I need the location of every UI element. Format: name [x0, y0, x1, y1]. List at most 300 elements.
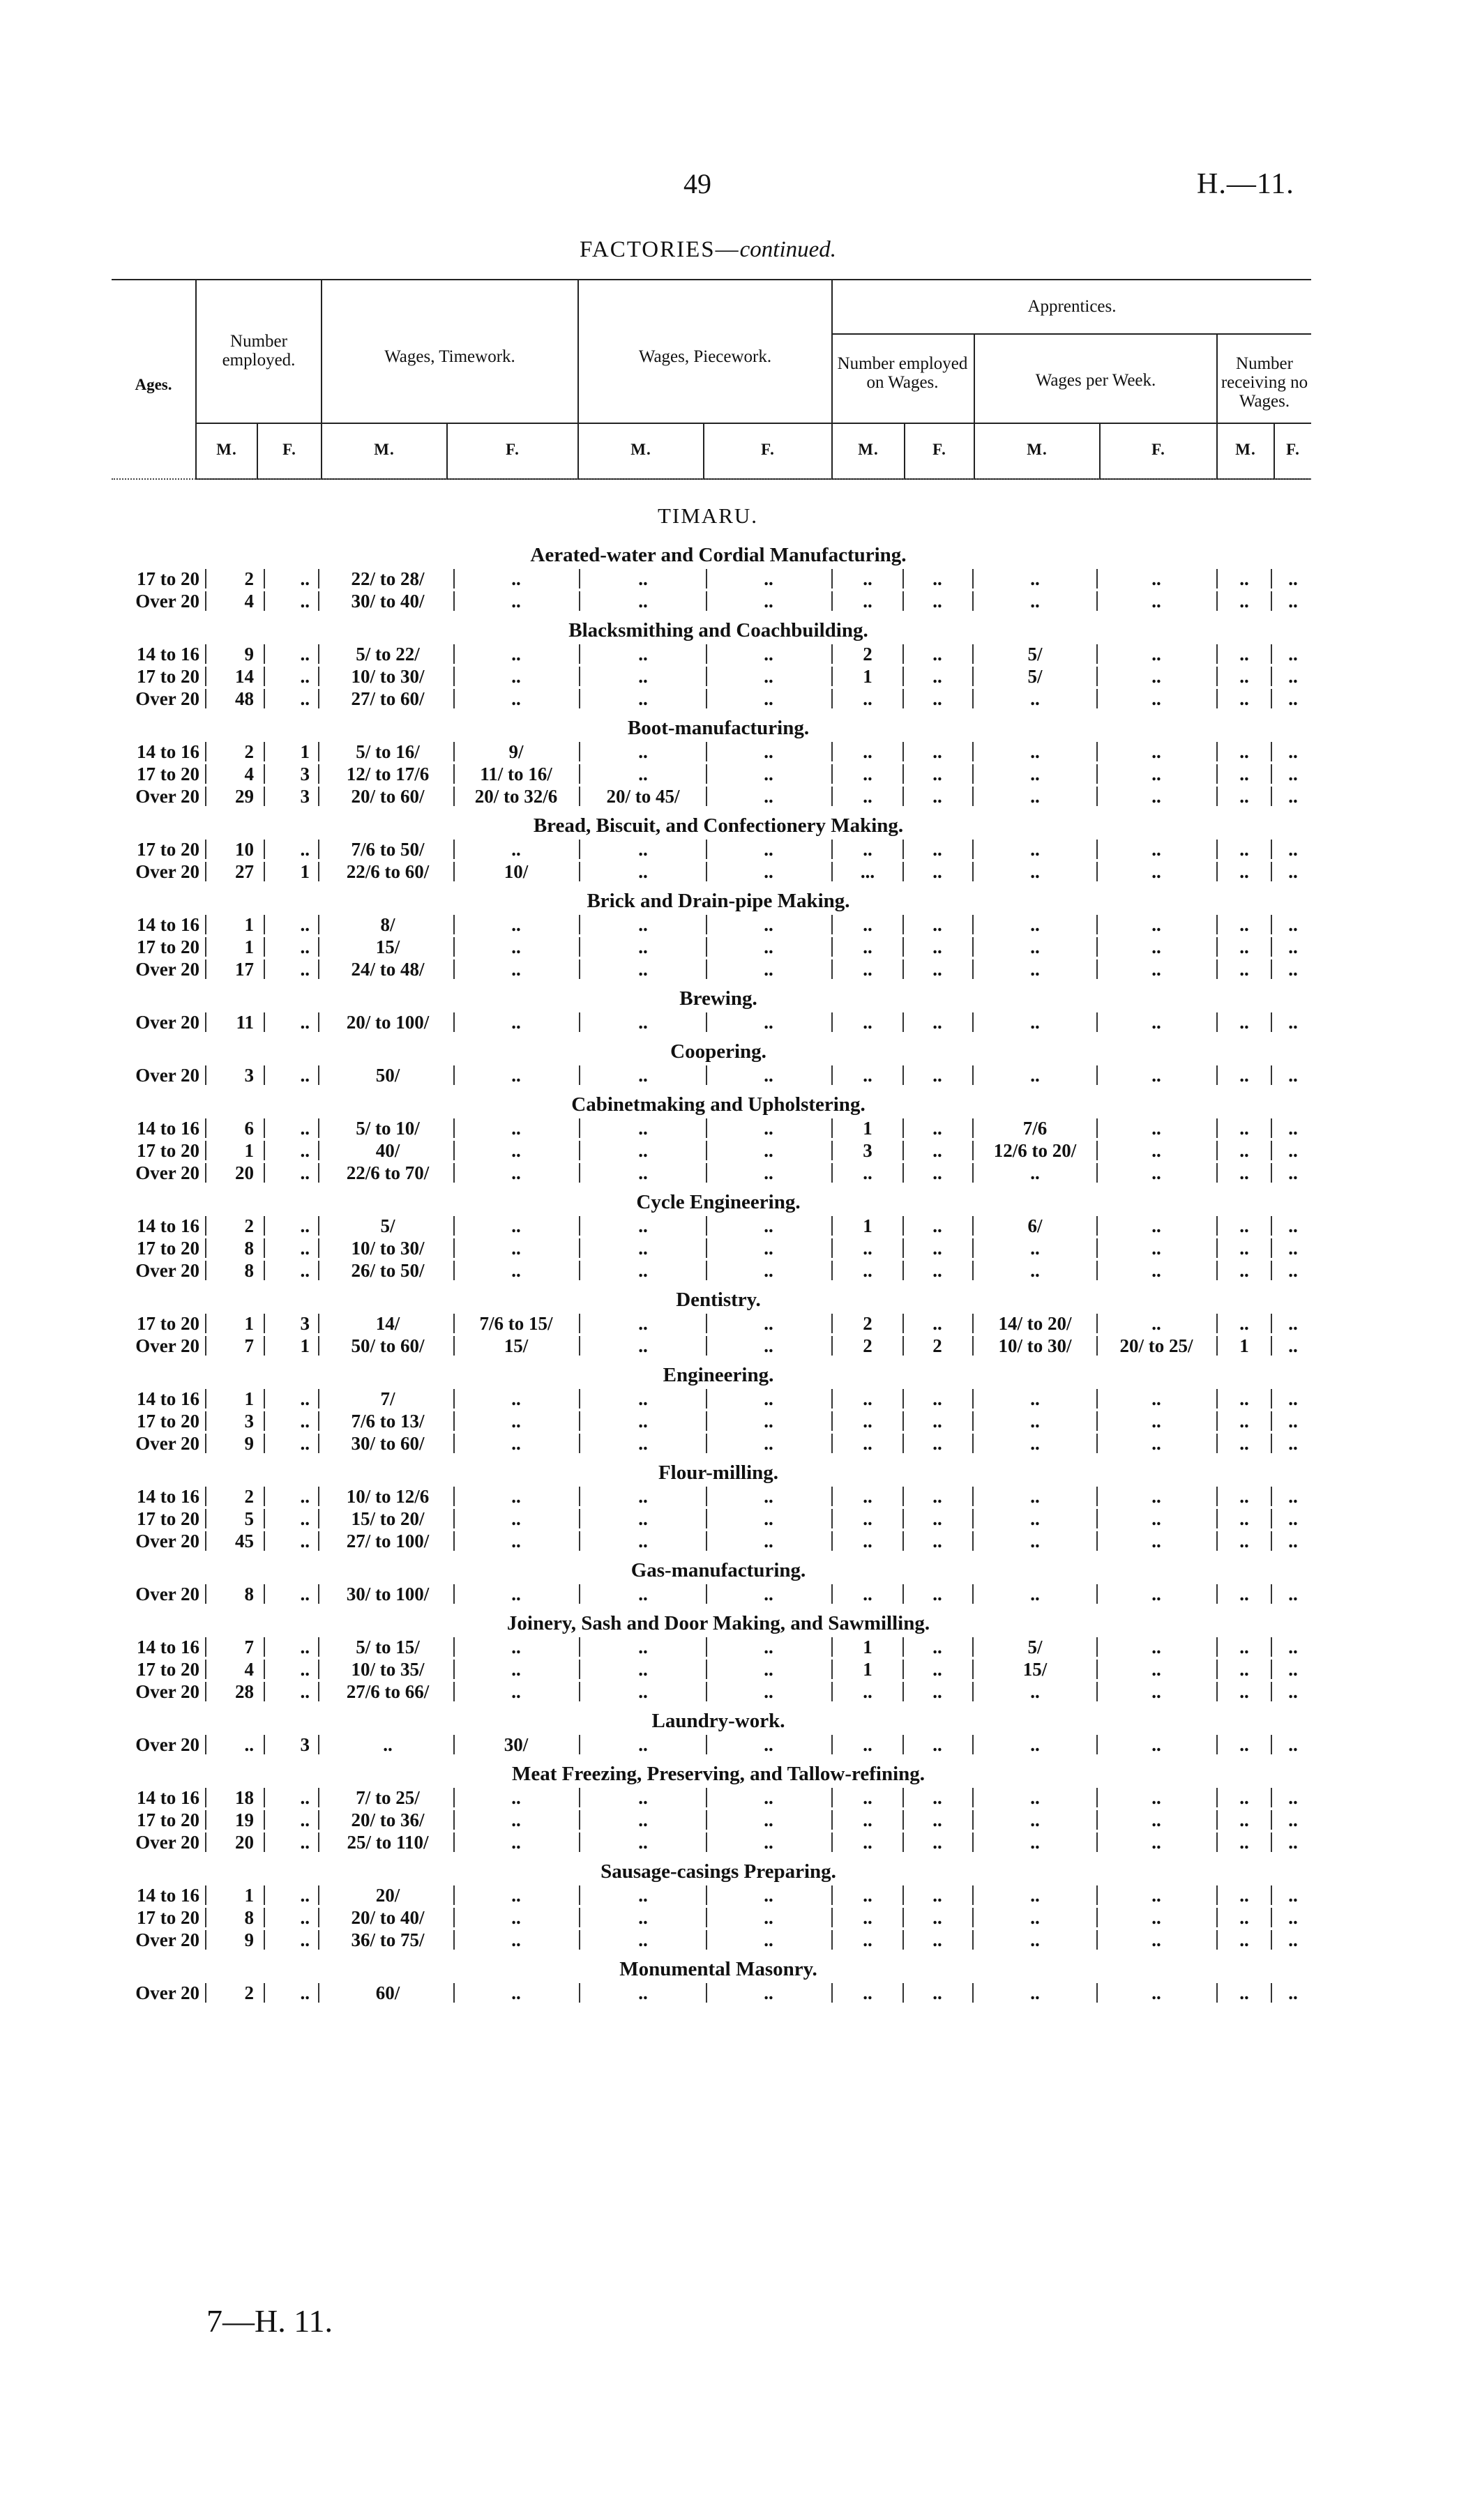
- column-rule: [264, 1788, 265, 1807]
- cell-app-number-m: ..: [863, 1531, 872, 1551]
- cell-app-number-m: 2: [863, 1335, 872, 1356]
- cell-number-m: 2: [244, 1486, 254, 1507]
- header-mid-rule: [195, 423, 1311, 424]
- cell-wages-time-f: ..: [511, 1885, 521, 1906]
- cell-number-f: ..: [300, 591, 310, 612]
- cell-no-wages-f: ..: [1288, 688, 1298, 709]
- column-rule: [318, 1065, 319, 1085]
- column-rule: [205, 1389, 206, 1409]
- table-row: [0, 1809, 1466, 1831]
- cell-app-wages-f: ..: [1151, 1929, 1161, 1950]
- cell-wages-piece-f: ..: [764, 1637, 773, 1657]
- column-rule: [264, 742, 265, 761]
- column-rule: [264, 862, 265, 881]
- cell-wages-time-m: 50/ to 60/: [351, 1335, 425, 1356]
- cell-no-wages-f: ..: [1288, 1433, 1298, 1454]
- cell-app-wages-f: ..: [1151, 1215, 1161, 1236]
- cell-no-wages-f: ..: [1288, 1907, 1298, 1928]
- column-rule: [264, 1735, 265, 1754]
- cell-app-number-f: ..: [932, 1531, 942, 1551]
- table-row: [0, 1884, 1466, 1906]
- column-rule: [264, 1434, 265, 1453]
- cell-no-wages-m: ..: [1239, 1809, 1249, 1830]
- column-rule: [205, 1411, 206, 1431]
- cell-wages-piece-f: ..: [764, 688, 773, 709]
- cell-wages-piece-m: ..: [638, 1260, 648, 1281]
- table-row: [0, 1388, 1466, 1410]
- cell-app-wages-f: ..: [1151, 1260, 1161, 1281]
- table-header: [112, 279, 1311, 481]
- cell-no-wages-m: ..: [1239, 914, 1249, 935]
- cell-wages-piece-f: ..: [764, 914, 773, 935]
- column-rule: [264, 959, 265, 979]
- cell-number-m: 27: [235, 861, 254, 882]
- cell-app-number-m: ..: [863, 1508, 872, 1529]
- cell-number-m: 6: [244, 1118, 254, 1139]
- column-rule: [205, 1238, 206, 1258]
- cell-number-f: ..: [300, 688, 310, 709]
- industry-section: [0, 1957, 1466, 2004]
- cell-wages-piece-m: ..: [638, 936, 648, 957]
- sub-f: F.: [506, 441, 520, 458]
- header-app-no-wages: Number receiving no Wages.: [1221, 354, 1308, 411]
- cell-wages-piece-m: ..: [638, 861, 648, 882]
- column-rule: [318, 1389, 319, 1409]
- cell-number-m: 29: [235, 786, 254, 807]
- column-rule: [205, 644, 206, 664]
- cell-app-wages-m: ..: [1030, 1907, 1040, 1928]
- cell-no-wages-m: ..: [1239, 786, 1249, 807]
- cell-app-number-m: ..: [863, 1929, 872, 1950]
- cell-age: 17 to 20: [137, 568, 199, 589]
- cell-app-wages-m: ..: [1030, 1584, 1040, 1604]
- cell-wages-piece-f: ..: [764, 764, 773, 784]
- cell-wages-time-f: ..: [511, 959, 521, 980]
- cell-wages-time-m: 20/ to 40/: [351, 1907, 425, 1928]
- column-rule: [318, 787, 319, 806]
- cell-no-wages-f: ..: [1288, 591, 1298, 612]
- column-rule: [264, 1487, 265, 1506]
- cell-no-wages-m: ..: [1239, 1681, 1249, 1702]
- header-dotted-rule: [112, 478, 1311, 480]
- cell-wages-time-f: ..: [511, 1681, 521, 1702]
- industry-title: Monumental Masonry.: [619, 1958, 817, 1980]
- cell-age: 17 to 20: [137, 839, 199, 860]
- cell-app-wages-f: ..: [1151, 1065, 1161, 1086]
- header-app-number-employed: Number employed on Wages.: [837, 354, 968, 392]
- table-row: [0, 568, 1466, 590]
- table-row: [0, 1929, 1466, 1951]
- title-main: FACTORIES—: [579, 237, 740, 262]
- column-rule: [205, 915, 206, 934]
- cell-number-f: ..: [300, 936, 310, 957]
- cell-no-wages-f: ..: [1288, 1238, 1298, 1259]
- cell-app-wages-m: ..: [1030, 764, 1040, 784]
- cell-app-wages-m: ..: [1030, 1388, 1040, 1409]
- column-rule: [205, 1885, 206, 1905]
- industry-title: Dentistry.: [676, 1289, 761, 1311]
- cell-wages-time-m: 8/: [380, 914, 395, 935]
- cell-app-wages-m: ..: [1030, 786, 1040, 807]
- industry-title: Sausage-casings Preparing.: [600, 1860, 836, 1883]
- column-rule: [264, 1810, 265, 1830]
- cell-app-number-m: ..: [863, 741, 872, 762]
- cell-wages-piece-m: ..: [638, 591, 648, 612]
- cell-wages-piece-f: ..: [764, 1012, 773, 1033]
- cell-app-number-f: ..: [932, 1215, 942, 1236]
- cell-no-wages-f: ..: [1288, 1982, 1298, 2003]
- cell-app-number-m: 1: [863, 1637, 872, 1657]
- column-rule: [264, 667, 265, 686]
- cell-age: Over 20: [135, 1260, 199, 1281]
- cell-app-number-m: ..: [863, 1433, 872, 1454]
- column-rule: [318, 1930, 319, 1950]
- column-rule: [205, 1637, 206, 1657]
- column-rule: [205, 1660, 206, 1679]
- cell-app-wages-m: 15/: [1022, 1659, 1048, 1680]
- cell-app-wages-f: ..: [1151, 914, 1161, 935]
- cell-no-wages-f: ..: [1288, 959, 1298, 980]
- industry-title: Engineering.: [663, 1364, 774, 1386]
- cell-no-wages-f: ..: [1288, 1929, 1298, 1950]
- cell-no-wages-m: ..: [1239, 1508, 1249, 1529]
- cell-no-wages-f: ..: [1288, 1065, 1298, 1086]
- cell-wages-piece-m: ..: [638, 1215, 648, 1236]
- cell-number-m: 18: [235, 1787, 254, 1808]
- table-row: [0, 1636, 1466, 1658]
- cell-number-f: ..: [300, 1486, 310, 1507]
- cell-wages-time-m: 26/ to 50/: [351, 1260, 425, 1281]
- cell-no-wages-f: ..: [1288, 644, 1298, 665]
- column-rule: [205, 1314, 206, 1333]
- cell-number-m: 9: [244, 1433, 254, 1454]
- cell-number-f: 1: [300, 861, 310, 882]
- cell-number-m: 7: [244, 1335, 254, 1356]
- cell-age: Over 20: [135, 959, 199, 980]
- cell-wages-time-m: 5/ to 22/: [356, 644, 420, 665]
- cell-app-number-f: ..: [932, 1238, 942, 1259]
- cell-wages-piece-f: ..: [764, 1787, 773, 1808]
- cell-app-wages-m: ..: [1030, 1531, 1040, 1551]
- cell-wages-piece-f: ..: [764, 1531, 773, 1551]
- cell-app-wages-m: ..: [1030, 1681, 1040, 1702]
- cell-no-wages-f: ..: [1288, 914, 1298, 935]
- cell-age: 14 to 16: [137, 1486, 199, 1507]
- cell-wages-piece-f: ..: [764, 1681, 773, 1702]
- cell-wages-piece-f: ..: [764, 1508, 773, 1529]
- cell-wages-piece-f: ..: [764, 1260, 773, 1281]
- cell-wages-piece-f: ..: [764, 1734, 773, 1755]
- cell-app-number-m: ...: [860, 861, 875, 882]
- cell-app-number-f: ..: [932, 839, 942, 860]
- cell-no-wages-m: ..: [1239, 1140, 1249, 1161]
- table-row: [0, 1906, 1466, 1929]
- column-rule: [318, 1810, 319, 1830]
- cell-wages-piece-f: ..: [764, 1411, 773, 1432]
- cell-number-m: 5: [244, 1508, 254, 1529]
- column-rule: [264, 787, 265, 806]
- factory-sections: [0, 537, 1466, 2004]
- cell-age: Over 20: [135, 1929, 199, 1950]
- column-rule: [264, 1118, 265, 1138]
- column-rule: [205, 1788, 206, 1807]
- cell-wages-time-m: 40/: [375, 1140, 400, 1161]
- cell-no-wages-m: ..: [1239, 568, 1249, 589]
- cell-wages-piece-m: ..: [638, 741, 648, 762]
- cell-app-number-m: ..: [863, 1486, 872, 1507]
- column-rule: [264, 1885, 265, 1905]
- cell-app-wages-m: ..: [1030, 1508, 1040, 1529]
- cell-app-wages-m: ..: [1030, 1809, 1040, 1830]
- cell-wages-piece-f: ..: [764, 1215, 773, 1236]
- column-rule: [318, 1434, 319, 1453]
- cell-no-wages-f: ..: [1288, 1832, 1298, 1853]
- cell-wages-time-m: 10/ to 12/6: [346, 1486, 430, 1507]
- cell-wages-time-f: ..: [511, 1659, 521, 1680]
- cell-no-wages-f: ..: [1288, 1012, 1298, 1033]
- table-row: [0, 1237, 1466, 1259]
- cell-wages-time-m: 20/: [375, 1885, 400, 1906]
- cell-wages-time-f: ..: [511, 1508, 521, 1529]
- column-rule: [318, 862, 319, 881]
- cell-wages-time-m: 36/ to 75/: [351, 1929, 425, 1950]
- cell-wages-piece-m: ..: [638, 1012, 648, 1033]
- cell-number-m: 2: [244, 568, 254, 589]
- cell-age: 17 to 20: [137, 1907, 199, 1928]
- cell-number-f: ..: [300, 1982, 310, 2003]
- cell-app-wages-f: ..: [1151, 861, 1161, 882]
- column-rule: [264, 1682, 265, 1701]
- column-rule: [318, 764, 319, 784]
- industry-section: [0, 1190, 1466, 1282]
- cell-age: Over 20: [135, 1734, 199, 1755]
- cell-no-wages-m: ..: [1239, 1637, 1249, 1657]
- cell-no-wages-m: ..: [1239, 1787, 1249, 1808]
- cell-wages-time-m: 15/: [375, 936, 400, 957]
- cell-app-wages-m: 5/: [1027, 666, 1043, 687]
- cell-app-number-f: ..: [932, 959, 942, 980]
- cell-app-number-f: ..: [932, 1637, 942, 1657]
- cell-no-wages-f: ..: [1288, 1486, 1298, 1507]
- cell-app-wages-m: ..: [1030, 959, 1040, 980]
- table-row: [0, 1335, 1466, 1357]
- column-rule: [264, 1238, 265, 1258]
- cell-number-m: 8: [244, 1584, 254, 1604]
- cell-age: 17 to 20: [137, 1809, 199, 1830]
- column-rule: [264, 1163, 265, 1183]
- cell-app-wages-f: ..: [1151, 1885, 1161, 1906]
- cell-wages-time-f: ..: [511, 1787, 521, 1808]
- cell-wages-piece-m: ..: [638, 1584, 648, 1604]
- cell-app-number-f: ..: [932, 741, 942, 762]
- cell-number-f: ..: [300, 644, 310, 665]
- column-rule: [205, 1531, 206, 1551]
- cell-app-number-f: ..: [932, 1260, 942, 1281]
- cell-no-wages-m: ..: [1239, 1012, 1249, 1033]
- cell-age: Over 20: [135, 1584, 199, 1604]
- table-row: [0, 1982, 1466, 2004]
- cell-wages-time-m: 30/ to 40/: [351, 591, 425, 612]
- cell-no-wages-m: ..: [1239, 959, 1249, 980]
- cell-app-wages-m: 5/: [1027, 1637, 1043, 1657]
- footer-signature: 7—H. 11.: [206, 2303, 333, 2339]
- column-rule: [264, 1012, 265, 1032]
- cell-number-m: 20: [235, 1162, 254, 1183]
- cell-wages-piece-m: ..: [638, 1929, 648, 1950]
- cell-wages-time-m: 60/: [375, 1982, 400, 2003]
- cell-wages-time-f: ..: [511, 568, 521, 589]
- cell-no-wages-f: ..: [1288, 1885, 1298, 1906]
- cell-wages-time-m: 12/ to 17/6: [346, 764, 430, 784]
- cell-wages-piece-m: ..: [638, 1335, 648, 1356]
- cell-no-wages-m: ..: [1239, 1313, 1249, 1334]
- cell-number-m: 1: [244, 1885, 254, 1906]
- cell-app-wages-m: 5/: [1027, 644, 1043, 665]
- cell-number-m: 4: [244, 591, 254, 612]
- cell-no-wages-m: ..: [1239, 1531, 1249, 1551]
- column-rule: [264, 1314, 265, 1333]
- cell-age: 14 to 16: [137, 644, 199, 665]
- cell-wages-time-f: ..: [511, 1486, 521, 1507]
- cell-number-f: ..: [300, 1885, 310, 1906]
- cell-number-f: ..: [300, 1787, 310, 1808]
- cell-age: 14 to 16: [137, 1637, 199, 1657]
- cell-no-wages-f: ..: [1288, 1411, 1298, 1432]
- cell-no-wages-f: ..: [1288, 1809, 1298, 1830]
- cell-app-wages-f: ..: [1151, 1012, 1161, 1033]
- cell-wages-piece-f: ..: [764, 959, 773, 980]
- cell-age: 17 to 20: [137, 764, 199, 784]
- column-rule: [264, 1389, 265, 1409]
- cell-age: Over 20: [135, 1433, 199, 1454]
- page-number: 49: [683, 168, 711, 199]
- header-app-wages-per-week: Wages per Week.: [1035, 371, 1156, 390]
- cell-wages-time-m: 30/ to 60/: [351, 1433, 425, 1454]
- column-rule: [264, 1983, 265, 2003]
- column-rule: [318, 1885, 319, 1905]
- column-rule: [318, 1735, 319, 1754]
- cell-app-number-f: ..: [932, 644, 942, 665]
- cell-app-number-f: ..: [932, 1012, 942, 1033]
- cell-app-number-f: ..: [932, 688, 942, 709]
- table-row: [0, 1011, 1466, 1033]
- cell-wages-time-f: ..: [511, 936, 521, 957]
- cell-number-f: ..: [300, 1140, 310, 1161]
- cell-no-wages-f: ..: [1288, 1140, 1298, 1161]
- cell-no-wages-m: ..: [1239, 741, 1249, 762]
- table-row: [0, 1312, 1466, 1335]
- cell-wages-piece-f: ..: [764, 1982, 773, 2003]
- industry-title: Cabinetmaking and Upholstering.: [571, 1093, 866, 1116]
- cell-app-wages-m: ..: [1030, 1065, 1040, 1086]
- cell-wages-piece-m: ..: [638, 764, 648, 784]
- cell-no-wages-m: ..: [1239, 1734, 1249, 1755]
- industry-title: Boot-manufacturing.: [627, 717, 810, 739]
- column-rule: [264, 1261, 265, 1280]
- cell-app-wages-f: ..: [1151, 1162, 1161, 1183]
- cell-wages-time-f: ..: [511, 688, 521, 709]
- cell-no-wages-f: ..: [1288, 786, 1298, 807]
- cell-no-wages-m: ..: [1239, 666, 1249, 687]
- cell-wages-time-f: ..: [511, 1065, 521, 1086]
- cell-app-number-f: ..: [932, 1118, 942, 1139]
- cell-no-wages-m: ..: [1239, 688, 1249, 709]
- cell-wages-piece-m: ..: [638, 1140, 648, 1161]
- cell-age: 17 to 20: [137, 1508, 199, 1529]
- cell-wages-time-m: 27/6 to 66/: [346, 1681, 430, 1702]
- cell-wages-time-m: 27/ to 60/: [351, 688, 425, 709]
- cell-no-wages-f: ..: [1288, 1584, 1298, 1604]
- column-rule: [264, 1930, 265, 1950]
- cell-no-wages-m: ..: [1239, 1885, 1249, 1906]
- cell-wages-piece-f: ..: [764, 1486, 773, 1507]
- cell-number-f: ..: [300, 1929, 310, 1950]
- cell-no-wages-m: ..: [1239, 1929, 1249, 1950]
- cell-wages-piece-f: ..: [764, 591, 773, 612]
- cell-number-f: ..: [300, 1637, 310, 1657]
- cell-app-number-m: ..: [863, 936, 872, 957]
- cell-age: 14 to 16: [137, 1885, 199, 1906]
- cell-wages-piece-f: ..: [764, 1929, 773, 1950]
- cell-wages-piece-m: ..: [638, 666, 648, 687]
- cell-wages-time-m: 10/ to 30/: [351, 1238, 425, 1259]
- cell-number-m: 11: [236, 1012, 254, 1033]
- cell-no-wages-m: ..: [1239, 764, 1249, 784]
- cell-wages-piece-f: ..: [764, 1584, 773, 1604]
- cell-wages-time-m: 7/ to 25/: [356, 1787, 420, 1808]
- cell-wages-piece-m: ..: [638, 1832, 648, 1853]
- table-row: [0, 665, 1466, 688]
- cell-app-wages-f: ..: [1151, 1787, 1161, 1808]
- sub-f: F.: [761, 441, 775, 458]
- cell-wages-time-m: 25/ to 110/: [347, 1832, 429, 1853]
- cell-age: 17 to 20: [137, 1140, 199, 1161]
- column-rule: [318, 1637, 319, 1657]
- cell-app-wages-f: ..: [1151, 936, 1161, 957]
- cell-app-number-f: ..: [932, 936, 942, 957]
- cell-wages-time-f: 10/: [504, 861, 529, 882]
- cell-app-wages-f: 20/ to 25/: [1119, 1335, 1193, 1356]
- cell-age: Over 20: [135, 1681, 199, 1702]
- cell-number-f: 3: [300, 1734, 310, 1755]
- column-rule: [264, 840, 265, 859]
- cell-wages-time-m: 20/ to 100/: [346, 1012, 430, 1033]
- cell-number-m: 48: [235, 688, 254, 709]
- cell-wages-time-f: ..: [511, 914, 521, 935]
- column-rule: [264, 1637, 265, 1657]
- cell-no-wages-f: ..: [1288, 1787, 1298, 1808]
- column-rule: [205, 862, 206, 881]
- cell-app-wages-f: ..: [1151, 959, 1161, 980]
- cell-app-number-m: 1: [863, 1215, 872, 1236]
- cell-app-wages-f: ..: [1151, 1907, 1161, 1928]
- cell-app-number-f: ..: [932, 764, 942, 784]
- column-rule: [318, 1238, 319, 1258]
- table-row: [0, 1583, 1466, 1605]
- cell-wages-piece-m: ..: [638, 1734, 648, 1755]
- column-rule: [205, 667, 206, 686]
- cell-app-wages-m: ..: [1030, 1433, 1040, 1454]
- document-reference: H.—11.: [1197, 168, 1294, 200]
- cell-wages-time-m: 30/ to 100/: [346, 1584, 430, 1604]
- cell-no-wages-m: ..: [1239, 1584, 1249, 1604]
- cell-age: 17 to 20: [137, 1313, 199, 1334]
- cell-age: 17 to 20: [137, 1411, 199, 1432]
- cell-number-m: 14: [235, 666, 254, 687]
- cell-number-m: 10: [235, 839, 254, 860]
- cell-app-number-f: ..: [932, 666, 942, 687]
- cell-wages-piece-f: ..: [764, 1118, 773, 1139]
